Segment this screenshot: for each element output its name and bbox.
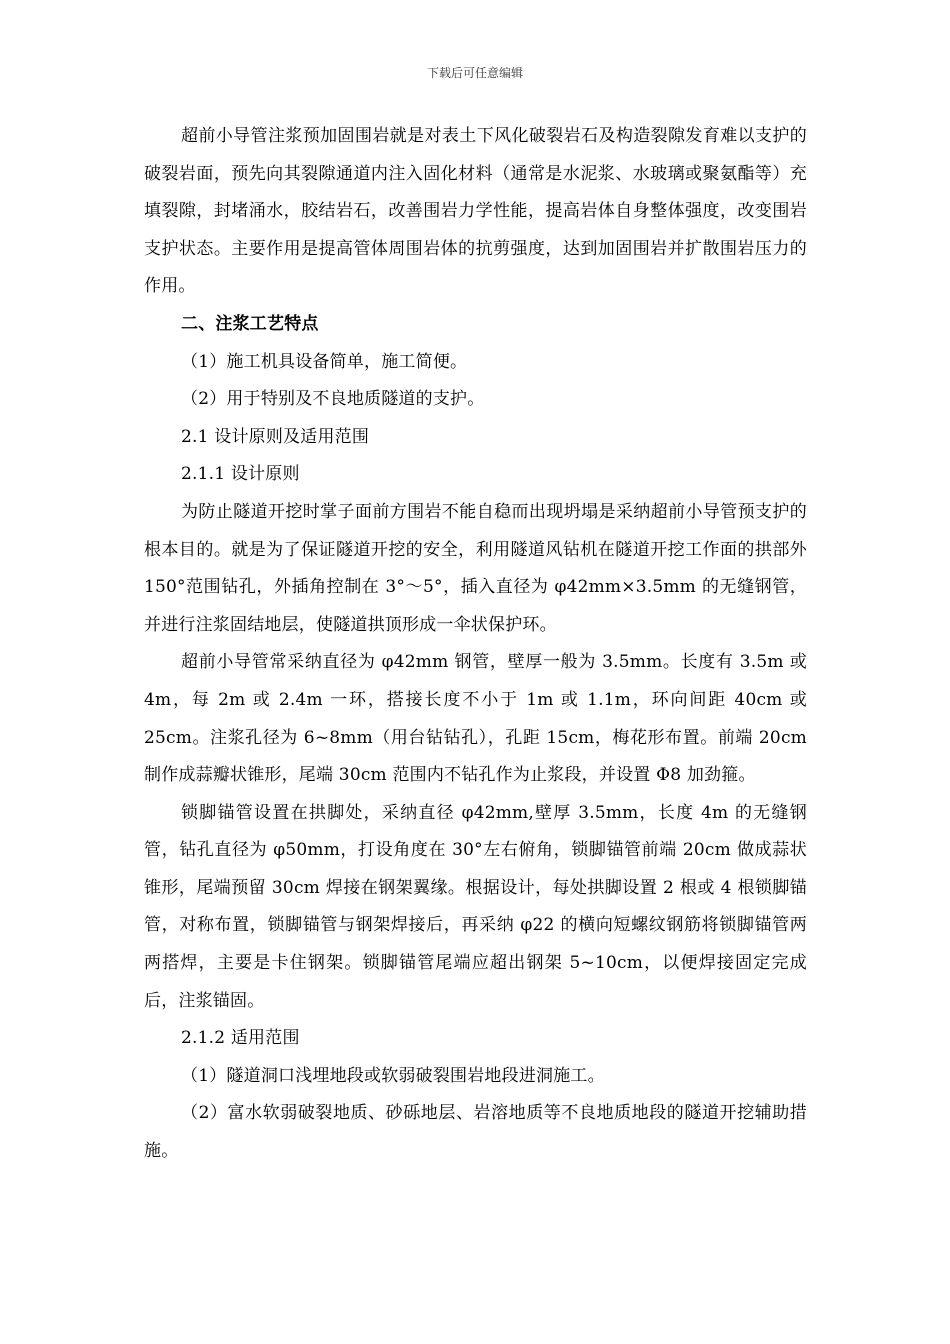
body-paragraph: 锁脚锚管设置在拱脚处，采纳直径 φ42mm,壁厚 3.5mm，长度 4m 的无缝钢管，钻孔直径为 φ50mm，打设角度在 30°左右俯角，锁脚锚管前端 20cm 做成蒜状锥形，尾端预留 30cm 焊接在钢架翼缘。根据设计，每处拱脚设置 2 根或 4 根锁脚锚管，对称布置，锁脚锚管与钢架焊接后，再采纳 φ22 的横向短螺纹钢筋将锁脚锚管两两搭焊，主要是卡住钢架。锁脚锚管尾端应超出钢架 5~10cm，以便焊接固定完成后，注浆锚固。 xyxy=(144,802,807,1011)
page-header: 下载后可任意编辑 xyxy=(426,66,523,80)
intro-paragraph: 超前小导管注浆预加固围岩就是对表土下风化破裂岩石及构造裂隙发育难以支护的破裂岩面，预先向其裂隙通道内注入固化材料（通常是水泥浆、水玻璃或聚氨酯等）充填裂隙，封堵涌水，胶结岩石，改善围岩力学性能，提高岩体自身整体强度，改变围岩支护状态。主要作用是提高管体周围岩体的抗剪强度，达到加固围岩并扩散围岩压力的作用。 xyxy=(144,126,807,297)
list-item: （2）用于特别及不良地质隧道的支护。 xyxy=(181,389,485,410)
body-paragraph: 为防止隧道开挖时掌子面前方围岩不能自稳而出现坍塌是采纳超前小导管预支护的根本目的。就是为了保证隧道开挖的安全，利用隧道风钻机在隧道开挖工作面的拱部外 150°范围钻孔，外插角控制在 3°～5°，插入直径为 φ42mm×3.5mm 的无缝钢管，并进行注浆固结地层，使隧道拱顶形成一伞状保护环。 xyxy=(144,501,807,635)
subsection-heading: 2.1.2 适用范围 xyxy=(181,1028,300,1049)
list-item: （1）施工机具设备简单，施工简便。 xyxy=(181,351,468,372)
subsection-heading: 2.1.1 设计原则 xyxy=(181,464,300,485)
body-paragraph: 超前小导管常采纳直径为 φ42mm 钢管，壁厚一般为 3.5mm。长度有 3.5m 或 4m，每 2m 或 2.4m 一环，搭接长度不小于 1m 或 1.1m，环向间距 40cm 或 25cm。注浆孔径为 6~8mm（用台钻钻孔），孔距 15cm，梅花形布置。前端 20cm 制作成蒜瓣状锥形，尾端 30cm 范围内不钻孔作为止浆段，并设置 Φ8 加劲箍。 xyxy=(144,652,807,786)
section-heading: 二、注浆工艺特点 xyxy=(181,313,319,334)
list-item: （2）富水软弱破裂地质、砂砾地层、岩溶地质等不良地质地段的隧道开挖辅助措施。 xyxy=(144,1103,807,1162)
document-body xyxy=(144,118,807,1171)
subsection-heading: 2.1 设计原则及适用范围 xyxy=(181,426,370,447)
list-item: （1）隧道洞口浅埋地段或软弱破裂围岩地段进洞施工。 xyxy=(181,1065,605,1086)
